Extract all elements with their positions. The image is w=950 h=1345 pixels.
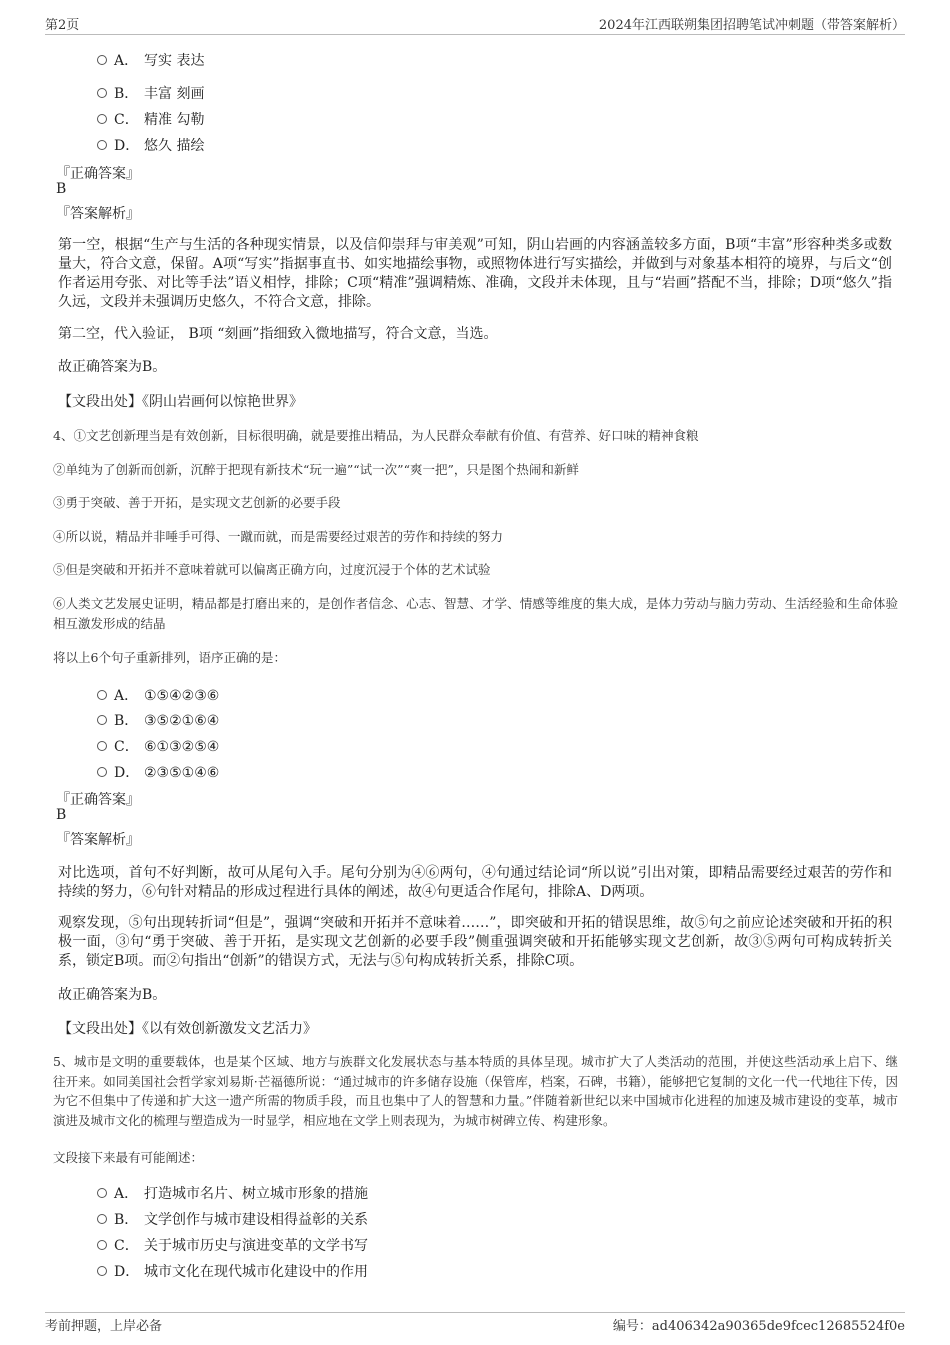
radio-icon[interactable]: [97, 690, 107, 700]
q3-answer-label: 『正确答案』: [56, 166, 140, 182]
q4-option-b[interactable]: B． ③⑤②①⑥④: [97, 710, 219, 730]
page-footer: [45, 1312, 905, 1339]
q4-sentence: 4、①文艺创新理当是有效创新，目标很明确，就是要推出精品，为人民群众奉献有价值、有营养、好口味的精神食粮: [53, 428, 699, 443]
q4-option-a[interactable]: A． ①⑤④②③⑥: [97, 685, 219, 705]
q5-stem: 5、城市是文明的重要载体，也是某个区域、地方与族群文化发展状态与基本特质的具体呈现。城市扩大了人类活动的范围，并使这些活动承上启下、继往开来。如同美国社会哲学家刘易斯·芒福德所说：“通过城市的许多储存设施（保管库，档案，石碑，书籍），能够把它复制的文化一代一代地往下传，因为它不但集中了传递和扩大这一遗产所需的物质手段，而且也集中了人的智慧和力量。”伴随着新世纪以来中国城市化进程的加速及城市建设的变革，城市演进及城市文化的梳理与塑造成为一时显学，相应地在文学上则表现为，为城市树碑立传、构建形象。: [53, 1054, 898, 1128]
radio-icon[interactable]: [97, 55, 107, 65]
q4-answer-label: 『正确答案』: [56, 792, 140, 808]
document-title: 2024年江西联朔集团招聘笔试冲刺题（带答案解析）: [598, 18, 905, 33]
page-header: [45, 12, 905, 35]
page-number: 第2页: [45, 18, 80, 33]
q4-analysis-label: 『答案解析』: [56, 832, 140, 848]
q4-analysis-paragraph: 观察发现，⑤句出现转折词“但是”，强调“突破和开拓并不意味着……”，即突破和开拓的错误思维，故⑤句之前应论述突破和开拓的积极一面，③句“勇于突破、善于开拓，是实现文艺创新的必要手段”侧重强调突破和开拓能够实现文艺创新，故③⑤两句可构成转折关系，锁定B项。而②句指出“创新”的错误方式，无法与⑤句构成转折关系，排除C项。: [58, 915, 892, 969]
document-id: 编号：ad406342a90365de9fcec12685524f0e: [612, 1319, 905, 1334]
q4-sentence: ②单纯为了创新而创新，沉醉于把现有新技术“玩一遍”“试一次”“爽一把”，只是图个热闹和新鲜: [53, 462, 579, 477]
radio-icon[interactable]: [97, 1214, 107, 1224]
q3-analysis-label: 『答案解析』: [56, 206, 140, 222]
q4-sentence: ⑤但是突破和开拓并不意味着就可以偏离正确方向，过度沉浸于个体的艺术试验: [53, 562, 491, 577]
q4-source: 【文段出处】《以有效创新激发文艺活力》: [58, 1021, 317, 1037]
q3-option-d[interactable]: D． 悠久 描绘: [97, 135, 204, 155]
radio-icon[interactable]: [97, 715, 107, 725]
radio-icon[interactable]: [97, 140, 107, 150]
radio-icon[interactable]: [97, 741, 107, 751]
radio-icon[interactable]: [97, 767, 107, 777]
radio-icon[interactable]: [97, 1240, 107, 1250]
q3-analysis-paragraph: 故正确答案为B。: [58, 359, 167, 375]
q4-sentence: ④所以说，精品并非唾手可得、一蹴而就，而是需要经过艰苦的劳作和持续的努力: [53, 529, 504, 544]
q5-option-c[interactable]: C． 关于城市历史与演进变革的文学书写: [97, 1235, 368, 1255]
q4-option-d[interactable]: D． ②③⑤①④⑥: [97, 762, 219, 782]
q4-answer: B: [56, 807, 67, 823]
q3-analysis-paragraph: 第一空，根据“生产与生活的各种现实情景，以及信仰崇拜与审美观”可知，阴山岩画的内容涵盖较多方面，B项“丰富”形容种类多或数量大，符合文意，保留。A项“写实”指据事直书、如实地描绘事物，或照物体进行写实描绘，并做到与对象基本相符的境界，与后文“创作者运用夸张、对比等手法”语义相悖，排除；C项“精准”强调精炼、准确，文段并未体现，且与“岩画”搭配不当，排除；D项“悠久”指久远，文段并未强调历史悠久，不符合文意，排除。: [58, 237, 892, 310]
q4-analysis-paragraph: 对比选项，首句不好判断，故可从尾句入手。尾句分别为④⑥两句，④句通过结论词“所以说”引出对策，即精品需要经过艰苦的劳作和持续的努力，⑥句针对精品的形成过程进行具体的阐述，故④句更适合作尾句，排除A、D两项。: [58, 865, 892, 900]
q4-sentence: ⑥人类文艺发展史证明，精品都是打磨出来的，是创作者信念、心志、智慧、才学、情感等维度的集大成，是体力劳动与脑力劳动、生活经验和生命体验相互激发形成的结晶: [53, 596, 898, 631]
radio-icon[interactable]: [97, 114, 107, 124]
q3-source: 【文段出处】《阴山岩画何以惊艳世界》: [58, 394, 303, 410]
radio-icon[interactable]: [97, 1266, 107, 1276]
radio-icon[interactable]: [97, 1188, 107, 1198]
q4-sentence: ③勇于突破、善于开拓，是实现文艺创新的必要手段: [53, 495, 341, 510]
q5-prompt: 文段接下来最有可能阐述：: [53, 1150, 204, 1165]
q4-prompt: 将以上6个句子重新排列，语序正确的是：: [53, 650, 286, 665]
q5-option-a[interactable]: A． 打造城市名片、树立城市形象的措施: [97, 1183, 368, 1203]
q3-option-a[interactable]: A． 写实 表达: [97, 50, 204, 70]
q5-option-d[interactable]: D． 城市文化在现代城市化建设中的作用: [97, 1261, 368, 1281]
q3-analysis-paragraph: 第二空，代入验证， B项 “刻画”指细致入微地描写，符合文意，当选。: [58, 326, 498, 342]
q5-option-b[interactable]: B． 文学创作与城市建设相得益彰的关系: [97, 1209, 368, 1229]
radio-icon[interactable]: [97, 88, 107, 98]
q4-option-c[interactable]: C． ⑥①③②⑤④: [97, 736, 219, 756]
q3-answer: B: [56, 181, 67, 197]
q4-analysis-paragraph: 故正确答案为B。: [58, 987, 167, 1003]
q3-option-b[interactable]: B． 丰富 刻画: [97, 83, 204, 103]
footer-slogan: 考前押题，上岸必备: [45, 1319, 163, 1334]
q3-option-c[interactable]: C． 精准 勾勒: [97, 109, 204, 129]
